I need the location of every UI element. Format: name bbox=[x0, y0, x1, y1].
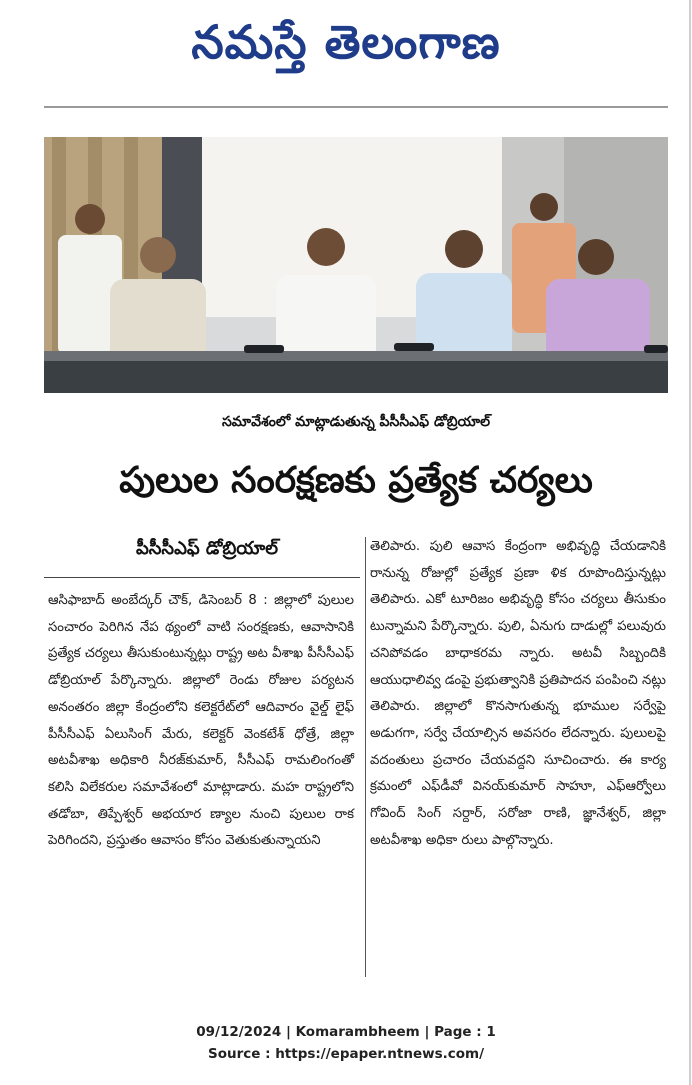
article-column-right bbox=[370, 534, 666, 854]
press-meet-photo-icon bbox=[44, 137, 668, 393]
article-column-left bbox=[48, 588, 354, 855]
masthead-divider bbox=[44, 106, 668, 108]
article-byline: పీసీసీఎఫ్ డోబ్రియాల్ bbox=[136, 538, 278, 559]
column-divider bbox=[365, 537, 366, 977]
article-paragraph: ఆసిఫాబాద్ అంబేద్కర్ చౌక్, డిసెంబర్ 8 : జిల్లాలో పులుల సంచారం పెరిగిన నేప థ్యంలో వాటి సంరక్షణకు, ఆవాసానికి ప్రత్యేక చర్యలు తీసుకుంటున్నట్లు రాష్ట్ర అట వీశాఖ పీసీసీఎఫ్ డోబ్రియాల్ పేర్కొన్నారు. జిల్లాలో రెండు రోజుల పర్యటన అనంతరం జిల్లా కేంద్రంలోని కలెక్టరేట్‌లో ఆదివారం వైల్డ్ లైఫ్ పీసీసీఎఫ్ ఏలుసింగ్ మేరు, కలెక్టర్ వెంకటేశ్ ధోత్రే, జిల్లా అటవీశాఖ అధికారి నీరజ్‌కుమార్, సీసీఎఫ్ రామలింగంతో కలిసి విలేకరుల సమావేశంలో మాట్లాడారు. మహ రాష్ట్రలోని తడోబా, తిప్పేశ్వర్ అభయార ణ్యాల నుంచి పులుల రాక పెరిగిందని, ప్రస్తుతం ఆవాసం కోసం వెతుకుతున్నాయని bbox=[48, 593, 354, 849]
article-paragraph: తెలిపారు. పులి ఆవాస కేంద్రంగా అభివృద్ధి చేయడానికి రానున్న రోజుల్లో ప్రత్యేక ప్రణా ళిక రూపొందిస్తున్నట్లు తెలిపారు. ఎకో టూరిజం అభివృద్ధి కోసం చర్యలు తీసుకుం టున్నామని పేర్కొన్నారు. పులి, ఏనుగు దాడుల్లో పలువురు చనిపోవడం బాధాకరమ న్నారు. అటవీ సిబ్బందికి ఆయుధాలివ్వ డంపై ప్రభుత్వానికి ప్రతిపాదన పంపించి నట్లు తెలిపారు. జిల్లాలో కొనసాగుతున్న భూముల సర్వేపై అడుగగా, సర్వే చేయాల్సిన అవసరం లేదన్నారు. పులులపై వదంతులు ప్రచారం చేయవద్దని సూచించారు. ఈ కార్య క్రమంలో ఎఫ్‌డీవో వినయ్‌కుమార్ సాహూ, ఎఫ్ఆర్వోలు గోవింద్ సింగ్ సర్దార్, సరోజా రాణి, జ్ఞానేశ్వర్, జిల్లా అటవీశాఖ అధికా రులు పాల్గొన్నారు. bbox=[370, 539, 666, 848]
article-photo bbox=[44, 137, 668, 393]
photo-caption: సమావేశంలో మాట్లాడుతున్న పీసీసీఎఫ్ డోబ్రియాల్ bbox=[221, 414, 490, 430]
footer-source: Source : https://epaper.ntnews.com/ bbox=[207, 1046, 485, 1062]
article-headline: పులుల సంరక్షణకు ప్రత్యేక చర్యలు bbox=[119, 460, 593, 501]
byline-divider bbox=[44, 577, 360, 578]
newspaper-masthead: నమస్తే తెలంగాణ bbox=[191, 15, 501, 69]
footer-edition-info: 09/12/2024 | Komarambheem | Page : 1 bbox=[196, 1024, 496, 1040]
page-edge-line bbox=[689, 0, 691, 1085]
